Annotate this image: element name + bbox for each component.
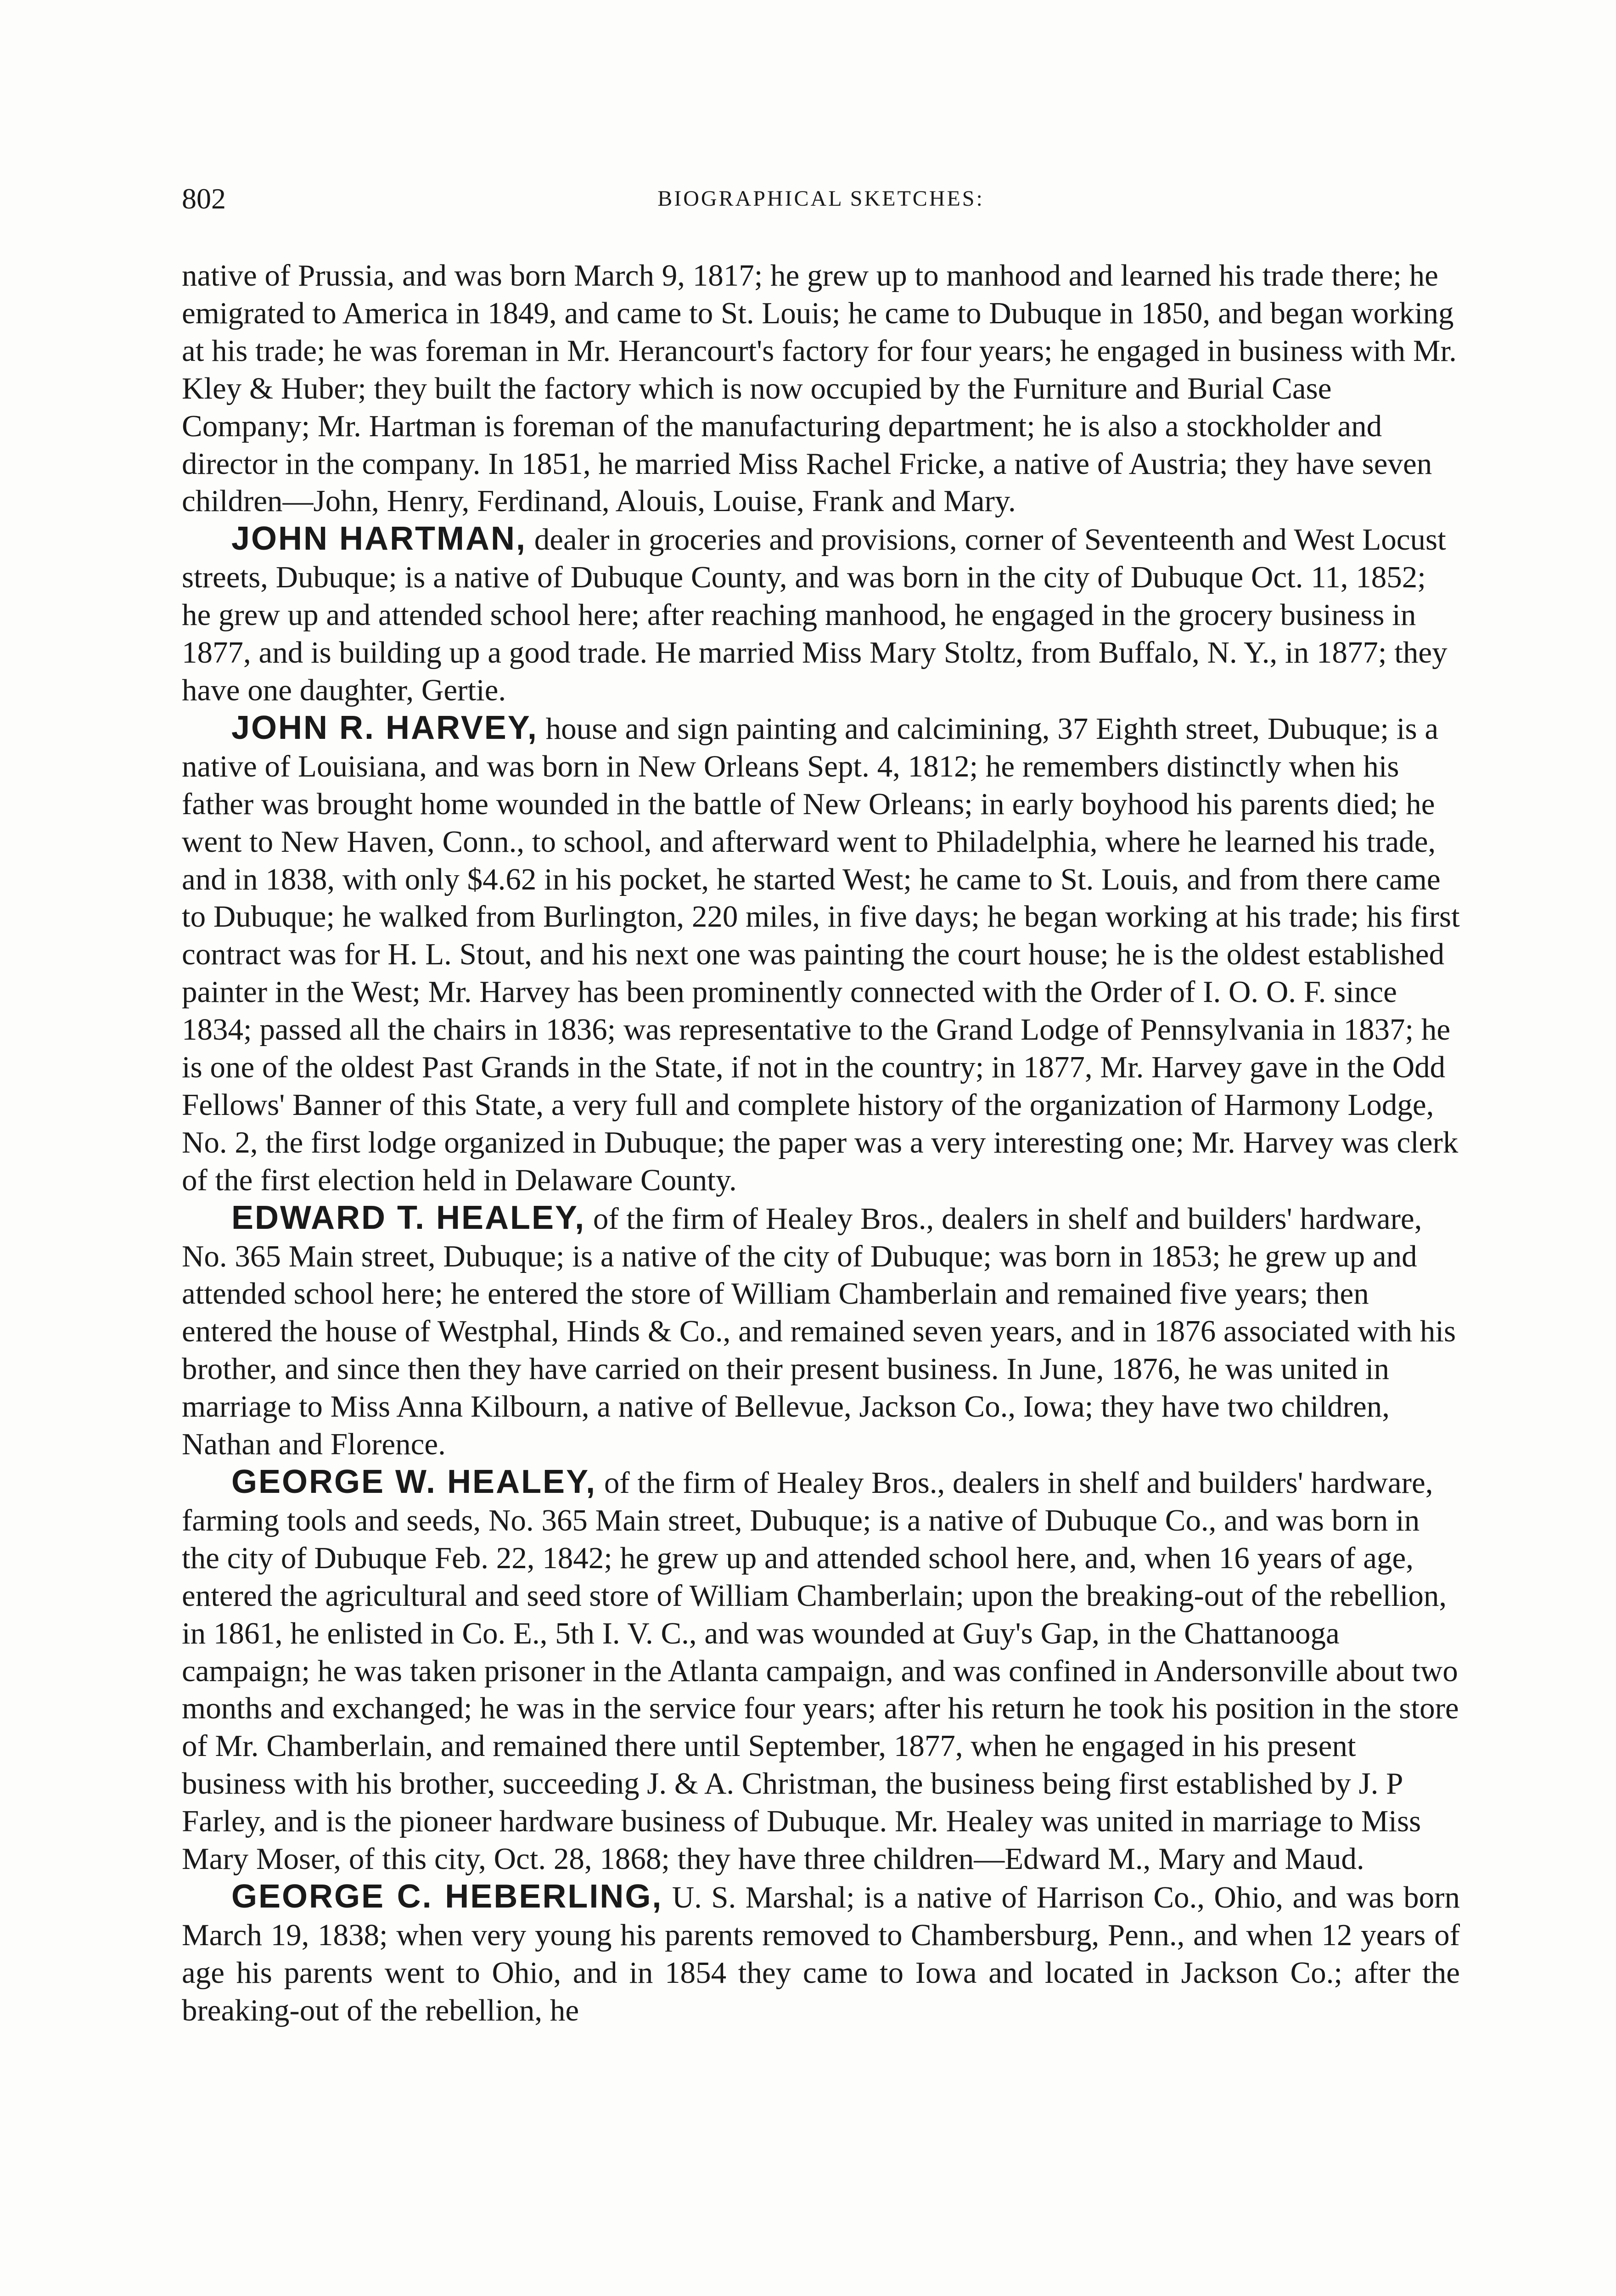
page-header	[182, 183, 1460, 215]
paragraph-text: of the firm of Healey Bros., dealers in shelf and builders' hardware, No. 365 Main street, Dubuque; is a native of the city of Dubuque; was born in 1853; he grew up and attended school here; he entered the store of William Chamberlain and remained five years; then entered the house of Westphal, Hinds & Co., and remained seven years, and in 1876 associated with his brother, and since then they have carried on their present business. In June, 1876, he was united in marriage to Miss Anna Kilbourn, a native of Bellevue, Jackson Co., Iowa; they have two children, Nathan and Florence.	[182, 1201, 1456, 1462]
paragraph-text: of the firm of Healey Bros., dealers in shelf and builders' hardware, farming tools and seeds, No. 365 Main street, Dubuque; is a native of Dubuque Co., and was born in the city of Dubuque Feb. 22, 1842; he grew up and attended school here, and, when 16 years of age, entered the agricultural and seed store of William Chamberlain; upon the breaking-out of the rebellion, in 1861, he enlisted in Co. E., 5th I. V. C., and was wounded at Guy's Gap, in the Chattanooga campaign; he was taken prisoner in the Atlanta campaign, and was confined in Andersonville about two months and exchanged; he was in the service four years; after his return he took his position in the store of Mr. Chamberlain, and remained there until September, 1877, when he engaged in his present business with his brother, succeeding J. & A. Christman, the business being first established by J. P Farley, and is the pioneer hardware business of Dubuque. Mr. Healey was united in marriage to Miss Mary Moser, of this city, Oct. 28, 1868; they have three children—Edward M., Mary and Maud.	[182, 1466, 1459, 1876]
sketch-george-w-healey	[182, 1463, 1460, 1878]
sketch-edward-t-healey	[182, 1199, 1460, 1463]
sketch-john-r-harvey	[182, 709, 1460, 1199]
entry-name: JOHN HARTMAN ,	[231, 520, 527, 557]
paragraph-text: house and sign painting and calcimining, 37 Eighth street, Dubuque; is a native of Louisiana, and was born in New Orleans Sept. 4, 1812; he remembers distinctly when his father was brought home wounded in the battle of New Orleans; in early boyhood his parents died; he went to New Haven, Conn., to school, and afterward went to Philadelphia, where he learned his trade, and in 1838, with only $4.62 in his pocket, he started West; he came to St. Louis, and from there came to Dubuque; he walked from Burlington, 220 miles, in five days; he began working at his trade; his first contract was for H. L. Stout, and his next one was painting the court house; he is the oldest established painter in the West; Mr. Harvey has been prominently connected with the Order of I. O. O. F. since 1834; passed all the chairs in 1836; was representative to the Grand Lodge of Pennsylvania in 1837; he is one of the oldest Past Grands in the State, if not in the country; in 1877, Mr. Harvey gave in the Odd Fellows' Banner of this State, a very full and complete history of the organization of Harmony Lodge, No. 2, the first lodge organized in Dubuque; the paper was a very interesting one; Mr. Harvey was clerk of the first election held in Delaware County.	[182, 711, 1460, 1197]
paragraph-text: dealer in groceries and provisions, corner of Seventeenth and West Locust streets, Dubuque; is a native of Dubuque County, and was born in the city of Dubuque Oct. 11, 1852; he grew up and attended school here; after reaching manhood, he engaged in the grocery business in 1877, and is building up a good trade. He married Miss Mary Stoltz, from Buffalo, N. Y., in 1877; they have one daughter, Gertie.	[182, 523, 1448, 707]
paragraph-text: U. S. Marshal; is a native of Harrison Co., Ohio, and was born March 19, 1838; when very young his parents removed to Chambersburg, Penn., and when 12 years of age his parents went to Ohio, and in 1854 they came to Iowa and located in Jackson Co.; after the breaking-out of the rebellion, he	[182, 1880, 1460, 2027]
paragraph-text: native of Prussia, and was born March 9, 1817; he grew up to manhood and learned his trade there; he emigrated to America in 1849, and came to St. Louis; he came to Dubuque in 1850, and began working at his trade; he was foreman in Mr. Herancourt's factory for four years; he engaged in business with Mr. Kley & Huber; they built the factory which is now occupied by the Furniture and Burial Case Company; Mr. Hartman is foreman of the manufacturing department; he is also a stockholder and director in the company. In 1851, he married Miss Rachel Fricke, a native of Austria; they have seven children—John, Henry, Ferdinand, Alouis, Louise, Frank and Mary.	[182, 259, 1457, 518]
entry-name: GEORGE C. HEBERLING ,	[231, 1878, 662, 1915]
sketch-george-c-heberling	[182, 1878, 1460, 2030]
sketch-john-hartman	[182, 520, 1460, 709]
continued-paragraph	[182, 257, 1460, 520]
entry-name: GEORGE W. HEALEY ,	[231, 1463, 596, 1500]
entry-name: EDWARD T. HEALEY ,	[231, 1199, 585, 1236]
running-head: BIOGRAPHICAL SKETCHES:	[657, 186, 984, 211]
page-number: 802	[182, 182, 226, 215]
body-text	[182, 257, 1460, 2030]
entry-name: JOHN R. HARVEY ,	[231, 709, 538, 746]
